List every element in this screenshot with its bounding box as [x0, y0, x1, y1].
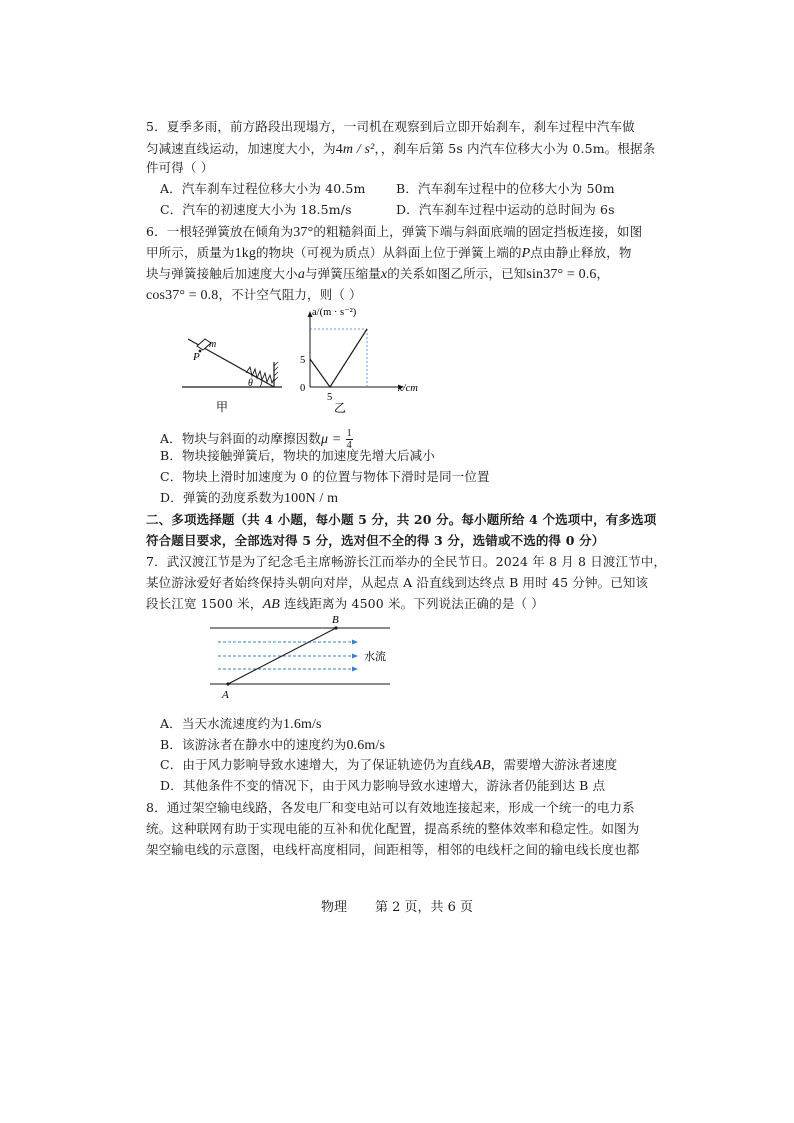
x-axis-label: x/cm — [398, 383, 418, 394]
sin-value: sin37° = 0.6 — [526, 267, 597, 282]
q7-option-b: B．该游泳者在静水中的速度约为0.6m/s — [160, 737, 386, 753]
point-b-label: B — [332, 614, 339, 626]
q6-line-2: 甲所示，质量为1kg的物块（可视为质点）从斜面上位于弹簧上端的P点由静止释放，物 — [146, 245, 632, 261]
q5-option-b: B．汽车刹车过程中的位移大小为 50m — [396, 181, 615, 196]
q6-option-b: B．物块接触弹簧后，物块的加速度先增大后减小 — [160, 448, 435, 463]
q7-option-d: D．其他条件不变的情况下，由于风力影响导致水速增大，游泳者仍能到达 B 点 — [160, 778, 606, 793]
accel-unit: m / s² — [342, 142, 375, 157]
q5-line-1: 5．夏季多雨，前方路段出现塌方，一司机在观察到后立即开始刹车，刹车过程中汽车做 — [146, 119, 635, 134]
cos-value: cos37° = 0.8 — [146, 288, 219, 303]
q6-line-3: 块与弹簧接触后加速度大小a与弹簧压缩量x的关系如图乙所示，已知sin37° = 0.6， — [146, 266, 610, 282]
q6-line-4: cos37° = 0.8，不计空气阻力，则（ ） — [146, 287, 362, 303]
incline-angle: 37° — [293, 225, 314, 240]
q5-line-2: 匀减速直线运动，加速度大小，为4m / s²，，刹车后第 5s 内汽车位移大小为 0.5m。根据条 — [146, 141, 656, 157]
q7-line-3: 段长江宽 1500 米，AB 连线距离为 4500 米。下列说法正确的是（ ） — [146, 596, 544, 612]
q5-option-c: C．汽车的初速度大小为 18.5m/s — [160, 202, 352, 217]
q6-option-d: D．弹簧的劲度系数为100N / m — [160, 490, 339, 506]
q8-line-1: 8．通过架空输电线路，各发电厂和变电站可以有效地连接起来，形成一个统一的电力系 — [146, 800, 635, 815]
flow-label: 水流 — [364, 651, 386, 663]
section2-heading-line-2: 符合题目要求，全部选对得 5 分，选对但不全的得 3 分，选错或不选的得 0 分） — [146, 533, 605, 548]
section2-heading-line-1: 二、多项选择题（共 4 小题，每小题 5 分，共 20 分。每小题所给 4 个选项中，有多选项 — [146, 512, 657, 527]
q6-option-c: C．物块上滑时加速度为 0 的位置与物体下滑时是同一位置 — [160, 469, 490, 484]
q7-option-a: A．当天水流速度约为1.6m/s — [160, 716, 322, 732]
figure-river — [204, 612, 396, 704]
q5-option-a: A．汽车刹车过程位移大小为 40.5m — [160, 181, 366, 196]
q6-option-a: A．物块与斜面的动摩擦因数μ = $\frac{1}{4}$ — [160, 428, 352, 451]
q5-option-d: D．汽车刹车过程中运动的总时间为 6s — [396, 202, 615, 217]
block-mass: 1kg — [234, 246, 257, 261]
footer-subject: 物理 — [320, 900, 347, 915]
q8-line-2: 统。这种联网有助于实现电能的互补和优化配置，提高系统的整体效率和稳定性。如图为 — [146, 821, 640, 836]
footer-page-number: 第 2 页，共 6 页 — [374, 900, 474, 915]
q7-option-c: C．由于风力影响导致水速增大，为了保证轨迹仍为直线AB，需要增大游泳者速度 — [160, 757, 618, 773]
origin-label: 0 — [300, 383, 306, 394]
q5-line-3: 件可得（ ） — [146, 160, 214, 175]
caption-yi: 乙 — [334, 401, 347, 415]
point-a-label: A — [222, 689, 229, 701]
figure-yi-graph — [292, 305, 437, 415]
caption-jia: 甲 — [216, 400, 229, 414]
label-m: m — [209, 339, 217, 350]
y-tick-5: 5 — [300, 355, 306, 366]
figure-jia-incline — [178, 326, 288, 416]
accel-number: 4 — [335, 142, 343, 157]
page-footer — [0, 896, 794, 915]
q7-line-2: 某位游泳爱好者始终保持头朝向对岸，从起点 A 沿直线到达终点 B 用时 45 分钟。已知该 — [146, 575, 649, 590]
label-p: P — [193, 351, 200, 363]
x-tick-5: 5 — [327, 392, 333, 403]
label-theta: θ — [248, 378, 253, 389]
q6-line-1: 6．一根轻弹簧放在倾角为37°的粗糙斜面上，弹簧下端与斜面底端的固定挡板连接，如图 — [146, 224, 643, 240]
q8-line-3: 架空输电线的示意图，电线杆高度相同，间距相等，相邻的电线杆之间的输电线长度也都 — [146, 842, 640, 857]
fraction: $\frac{1}{4}$ — [346, 428, 352, 451]
q7-line-1: 7．武汉渡江节是为了纪念毛主席畅游长江而举办的全民节日。2024 年 8 月 8 日渡江节中， — [146, 554, 667, 569]
y-axis-label: a/(m · s⁻²) — [312, 307, 357, 318]
